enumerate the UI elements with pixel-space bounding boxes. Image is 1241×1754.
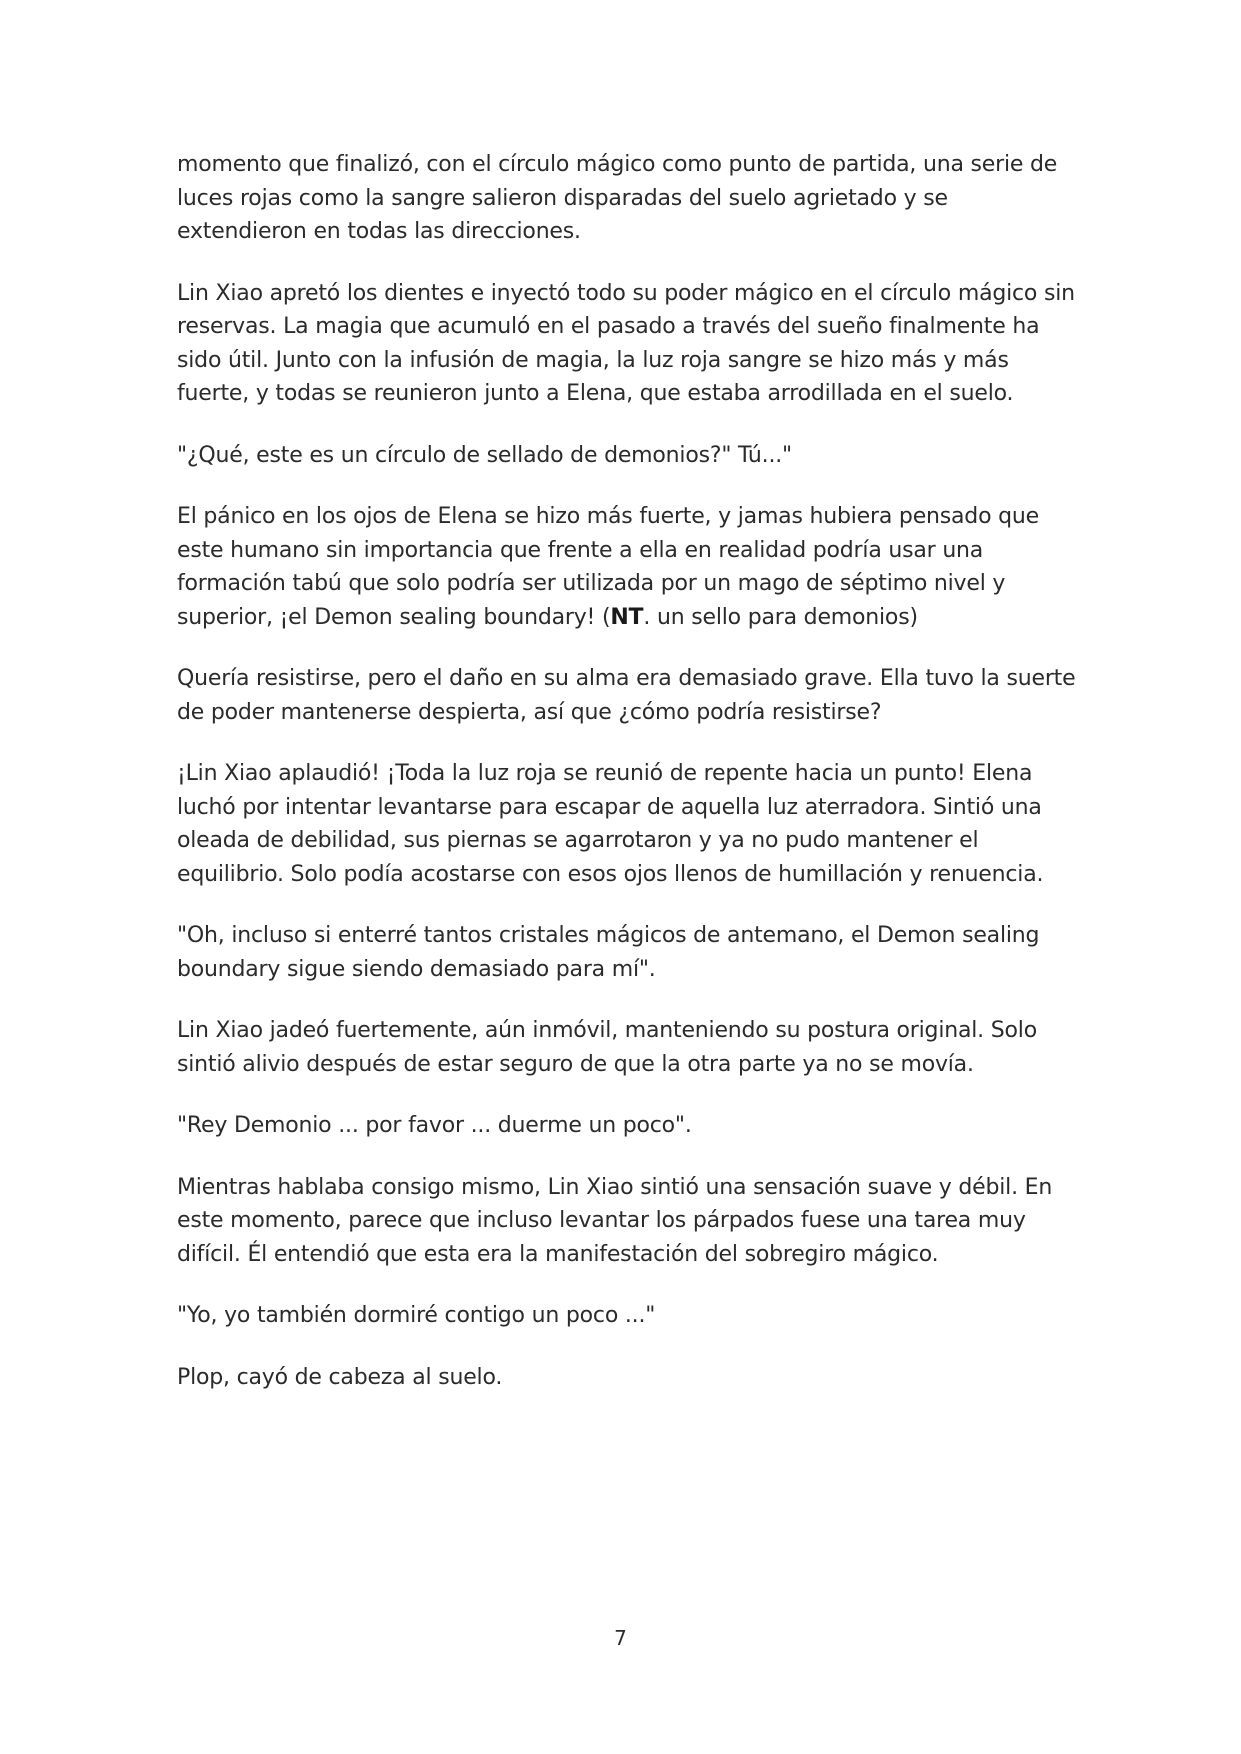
paragraph-3: "¿Qué, este es un círculo de sellado de demonios?" Tú...": [177, 442, 792, 468]
paragraph-12: Plop, cayó de cabeza al suelo.: [177, 1364, 503, 1390]
paragraph-7: "Oh, incluso si enterré tantos cristales mágicos de antemano, el Demon sealing boundary sigue siendo demasiado para mí".: [177, 923, 1040, 982]
paragraph-9: "Rey Demonio ... por favor ... duerme un poco".: [177, 1113, 692, 1138]
paragraph-5: Quería resistirse, pero el daño en su alma era demasiado grave. Ella tuvo la suerte de poder mantenerse despierta, así que ¿cómo podría resistirse?: [177, 666, 1076, 725]
paragraph-10: Mientras hablaba consigo mismo, Lin Xiao sintió una sensación suave y débil. En este momento, parece que incluso levantar los párpados fuese una tarea muy difícil. Él entendió que esta era la manifestación del sobregiro mágico.: [177, 1174, 1053, 1267]
paragraph-6: ¡Lin Xiao aplaudió! ¡Toda la luz roja se reunió de repente hacia un punto! Elena luchó por intentar levantarse para escapar de aquella luz aterradora. Sintió una oleada de debilidad, sus piernas se agarrotaron y ya no pudo mantener el equilibrio. Solo podía acostarse con esos ojos llenos de humillación y renuencia.: [177, 761, 1044, 887]
translator-note-marker: NT: [610, 604, 644, 630]
paragraph-8: Lin Xiao jadeó fuertemente, aún inmóvil, manteniendo su postura original. Solo sintió alivio después de estar seguro de que la otra parte ya no se movía.: [177, 1018, 1037, 1077]
paragraph-2: Lin Xiao apretó los dientes e inyectó todo su poder mágico en el círculo mágico sin reservas. La magia que acumuló en el pasado a través del sueño finalmente ha sido útil. Junto con la infusión de magia, la luz roja sangre se hizo más y más fuerte, y todas se reunieron junto a Elena, que estaba arrodillada en el suelo.: [177, 280, 1075, 406]
paragraph-4-text-after: . un sello para demonios): [643, 604, 918, 630]
paragraph-1: momento que finalizó, con el círculo mágico como punto de partida, una serie de luces rojas como la sangre salieron disparadas del suelo agrietado y se extendieron en todas las direcciones.: [177, 152, 1058, 244]
document-body: [177, 148, 1077, 1422]
page-number: 7: [614, 1626, 627, 1650]
paragraph-11: "Yo, yo también dormiré contigo un poco ...": [177, 1303, 656, 1328]
paragraph-4-text-before: El pánico en los ojos de Elena se hizo más fuerte, y jamas hubiera pensado que este humano sin importancia que frente a ella en realidad podría usar una formación tabú que solo podría ser utilizada por un mago de séptimo nivel y superior, ¡el Demon sealing boundary! (: [177, 504, 1039, 630]
paragraph-4: [177, 500, 1077, 634]
